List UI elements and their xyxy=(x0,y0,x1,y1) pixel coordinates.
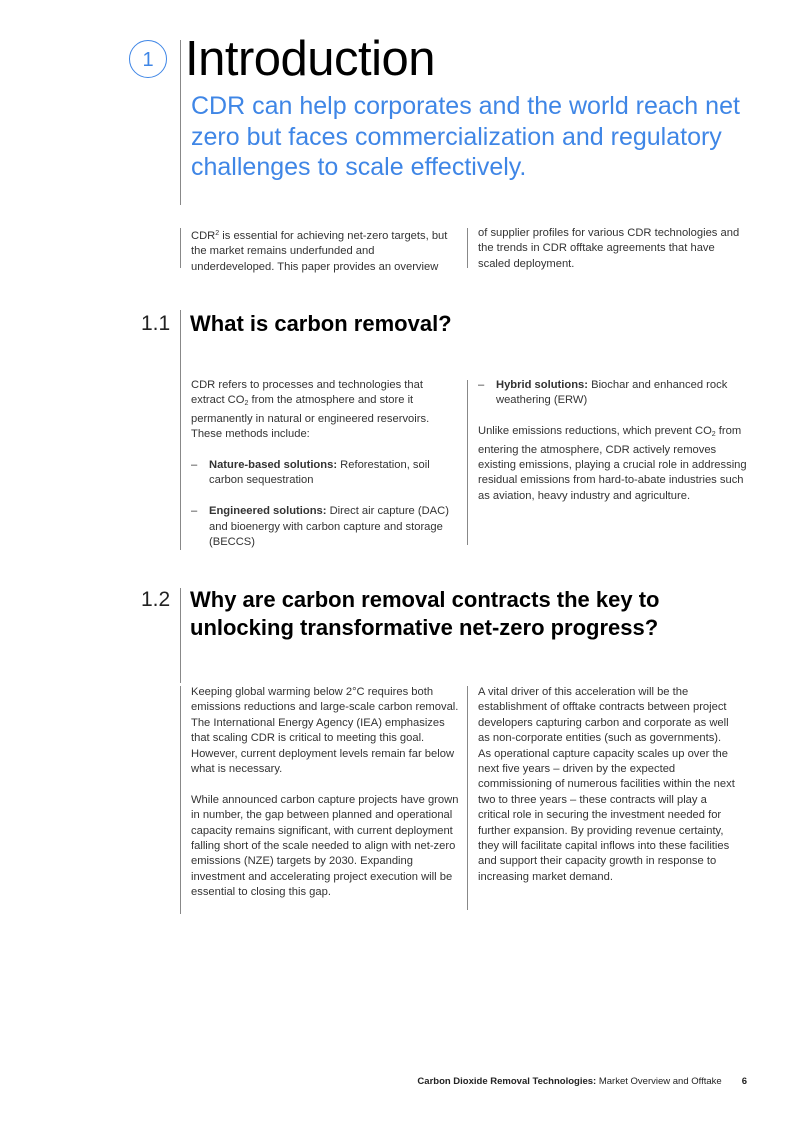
section-1-2-number: 1.2 xyxy=(141,588,171,611)
section-1-1-right-column xyxy=(478,378,750,504)
section-1-1-left-column xyxy=(191,378,453,550)
intro-left-rule xyxy=(180,228,181,268)
chapter-number-badge: 1 xyxy=(129,40,167,78)
footer-doc-title: Market Overview and Offtake xyxy=(596,1076,722,1087)
section-1-2-left-rule xyxy=(180,686,181,914)
bullet-hybrid: – Hybrid solutions: Biochar and enhanced rock weathering (ERW) xyxy=(478,379,728,407)
section-1-1-number: 1.1 xyxy=(141,312,171,335)
chapter-rule xyxy=(180,40,181,205)
chapter-title: Introduction xyxy=(185,32,436,86)
section-1-2-left-column xyxy=(191,685,459,901)
section-1-1-left-rule xyxy=(180,380,181,550)
section-1-1-right-rule xyxy=(467,380,468,545)
intro-right-rule xyxy=(467,228,468,268)
section-1-1-intro-paragraph: CDR refers to processes and technologies that extract $CO_2$ from the atmosphere and store it permanently in natural or engineered reservoirs. These methods include: xyxy=(191,379,430,441)
chapter-subtitle: CDR can help corporates and the world reach net zero but faces commercialization and regulatory challenges to scale effectively. xyxy=(191,92,740,181)
section-1-2-left-paragraph-1: Keeping global warming below 2°C requires both emissions reductions and large-scale carbon removal. The International Energy Agency (IEA) emphasizes that scaling CDR is critical to meeting this goal. However, current deployment levels remain far below what is necessary. xyxy=(191,686,459,776)
page-footer xyxy=(417,1076,747,1087)
bullet-engineered: – Engineered solutions: Direct air capture (DAC) and bioenergy with carbon capture and storage (BECCS) xyxy=(191,505,449,549)
intro-left-text-a: CDR xyxy=(191,230,216,242)
section-1-2-left-paragraph-2: While announced carbon capture projects have grown in number, the gap between planned and operational capacity remains significant, with current deployment falling short of the scale needed to align with net-zero emissions (NZE) targets by 2030. Expanding investment and accelerating project execution will be essential to closing this gap. xyxy=(191,793,459,899)
page-number: 6 xyxy=(741,1076,747,1087)
section-1-2-right-rule xyxy=(467,686,468,910)
intro-left-text-b: is essential for achieving net-zero targets, but the market remains underfunded and underdeveloped. This paper provides an overview xyxy=(191,230,448,273)
section-1-2-right-paragraph: A vital driver of this acceleration will be the establishment of offtake contracts between project developers capturing carbon and corporate as well as non-corporate entities (such as governments). As operational capture capacity scales up over the next five years – driven by the expected commissioning of numerous facilities within the next two to three years – these contracts will play a critical role in securing the investment needed for further expansion. By providing revenue certainty, they will facilitate capital inflows into these facilities and support their capacity growth in response to increasing market demand. xyxy=(478,686,735,883)
footer-doc-title-bold: Carbon Dioxide Removal Technologies: xyxy=(417,1076,597,1087)
section-1-1-title: What is carbon removal? xyxy=(190,311,452,336)
bullet-nature-based: – Nature-based solutions: Reforestation, soil carbon sequestration xyxy=(191,459,430,487)
intro-left-paragraph xyxy=(191,226,453,275)
intro-right-paragraph: of supplier profiles for various CDR technologies and the trends in CDR offtake agreements that have scaled deployment. xyxy=(478,227,740,270)
section-1-2-right-column xyxy=(478,685,736,885)
footnote-marker: 2 xyxy=(215,230,220,237)
section-1-2-title-rule xyxy=(180,588,181,683)
section-1-1-right-paragraph: Unlike emissions reductions, which prevent $CO_2$ from entering the atmosphere, CDR actively removes existing emissions, playing a crucial role in addressing residual emissions from hard-to-abate industries such as aviation, heavy industry and agriculture. xyxy=(478,425,747,502)
section-1-2-title: Why are carbon removal contracts the key to unlocking transformative net-zero progress? xyxy=(190,587,660,640)
